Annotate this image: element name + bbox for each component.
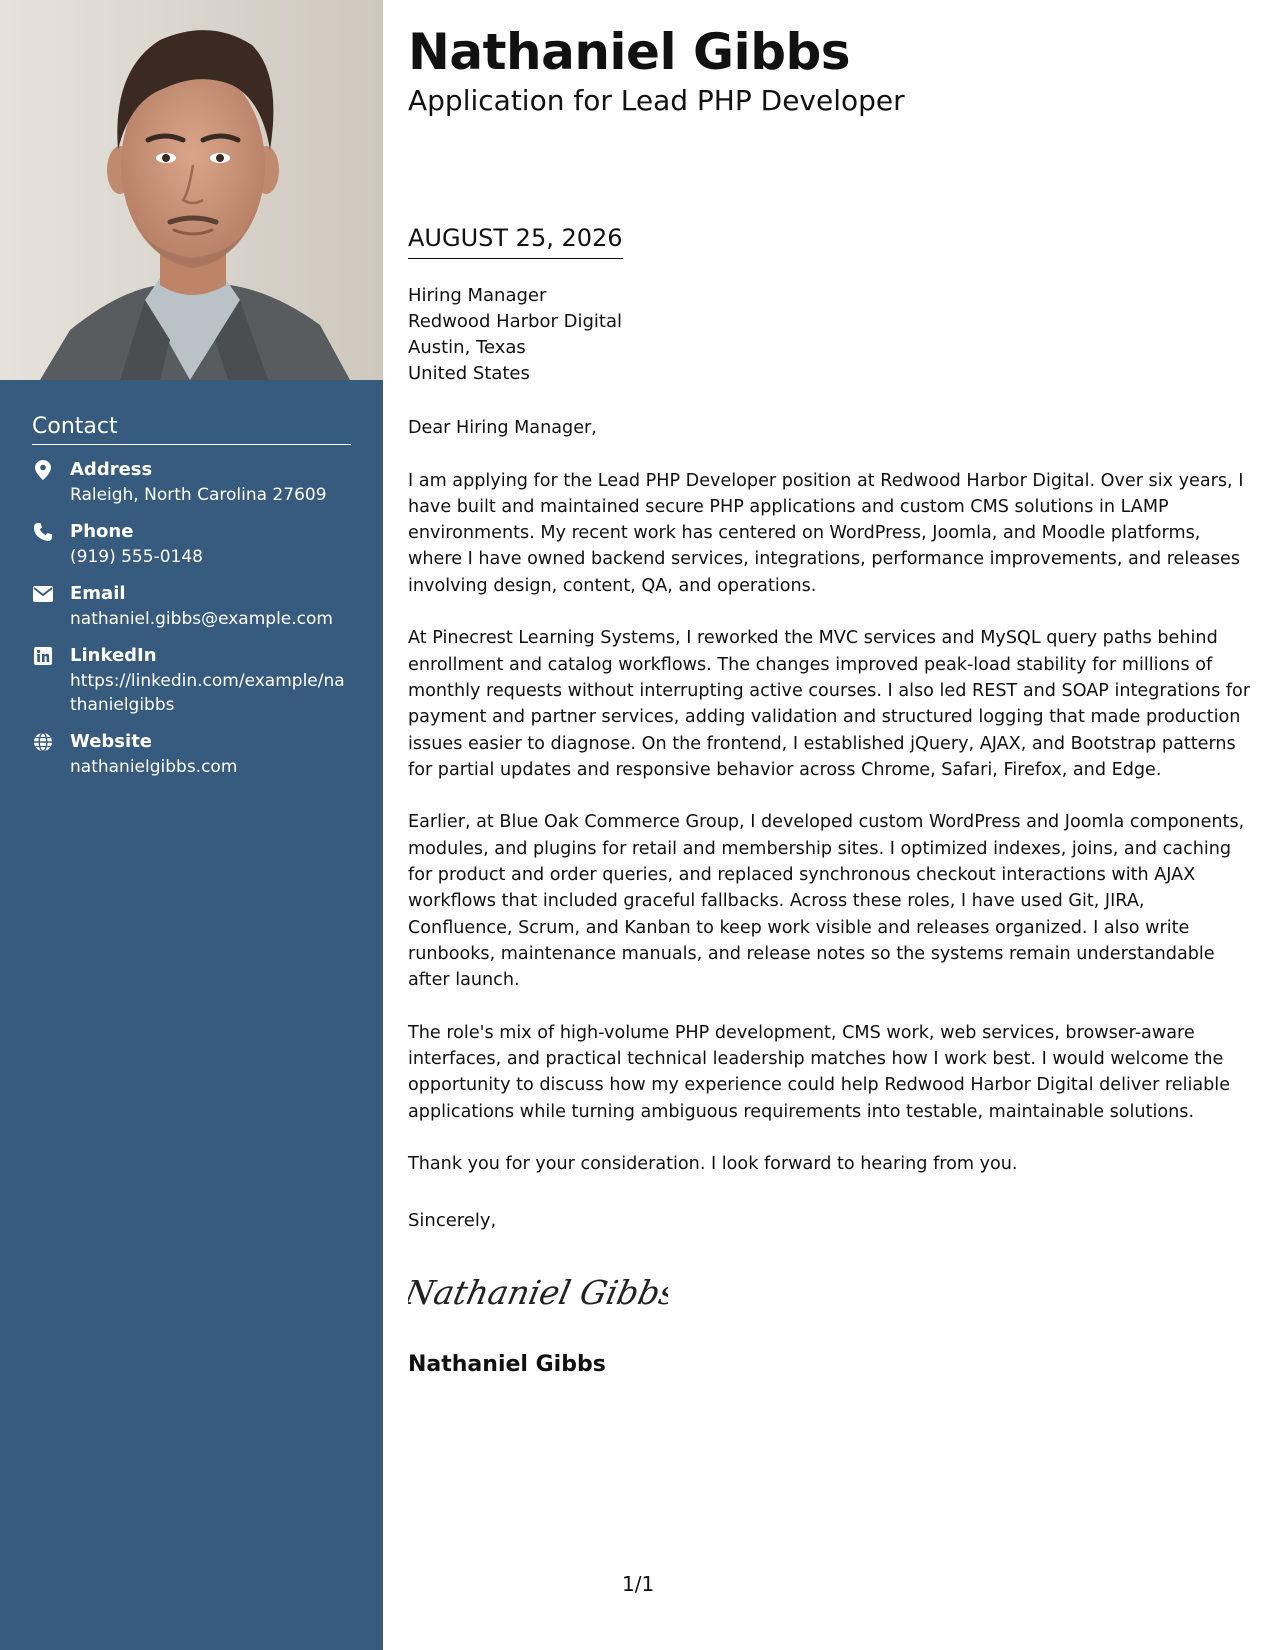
body-paragraph: The role's mix of high-volume PHP development, CMS work, web services, browser-aware interfaces, and practical technical leadership matches how I work best. I would welcome the opportunity to discuss how my experience could help Redwood Harbor Digital deliver reliable applications while turning ambiguous requirements into testable, maintainable solutions. — [408, 1022, 1231, 1122]
handwritten-signature — [408, 1262, 668, 1322]
application-subtitle: Application for Lead PHP Developer — [408, 84, 905, 117]
body-paragraph: Earlier, at Blue Oak Commerce Group, I developed custom WordPress and Joomla components, modules, and plugins for retail and membership sites. I optimized indexes, joins, and caching for product and order queries, and replaced synchronous checkout interactions with AJAX workflows that included graceful fallbacks. Across these roles, I have used Git, JIRA, Confluence, Scrum, and Kanban to keep work visible and releases organized. I also write runbooks, maintenance manuals, and release notes so the systems remain understandable after launch. — [408, 812, 1245, 991]
recipient-line: Austin, Texas — [408, 337, 526, 358]
email-value[interactable]: nathaniel.gibbs@example.com — [70, 609, 333, 629]
envelope-icon — [32, 584, 54, 604]
page-number: 1/1 — [622, 1572, 655, 1596]
svg-text:Nathaniel Gibbs: Nathaniel Gibbs — [408, 1273, 668, 1312]
contact-label: Address — [70, 459, 153, 480]
contact-item-address — [32, 457, 351, 507]
recipient-block — [408, 283, 622, 387]
website-value[interactable]: nathanielgibbs.com — [70, 757, 238, 777]
recipient-line: United States — [408, 363, 530, 384]
body-paragraph: I am applying for the Lead PHP Developer position at Redwood Harbor Digital. Over six years, I have built and maintained secure PHP applications and custom CMS solutions in LAMP environments. My recent work has centered on WordPress, Joomla, and Moodle platforms, where I have owned backend services, integrations, performance improvements, and releases involving design, content, QA, and operations. — [408, 470, 1244, 596]
linkedin-icon — [32, 646, 54, 666]
profile-photo — [0, 0, 383, 380]
contact-label: Phone — [70, 521, 134, 542]
contact-item-email — [32, 581, 351, 631]
letter-body — [408, 415, 1253, 1204]
contact-item-linkedin — [32, 643, 351, 717]
contact-label: Email — [70, 583, 126, 604]
address-value: Raleigh, North Carolina 27609 — [70, 485, 327, 505]
sidebar — [0, 0, 383, 1650]
salutation: Dear Hiring Manager, — [408, 418, 597, 438]
contact-label: Website — [70, 731, 153, 752]
contact-item-phone — [32, 519, 351, 569]
body-paragraph: Thank you for your consideration. I look forward to hearing from you. — [408, 1154, 1018, 1175]
letter-date: AUGUST 25, 2026 — [408, 222, 623, 259]
applicant-name: Nathaniel Gibbs — [408, 23, 851, 81]
map-pin-icon — [32, 460, 54, 480]
phone-value[interactable]: (919) 555-0148 — [70, 547, 203, 567]
linkedin-value[interactable]: https://linkedin.com/example/nathanielgibbs — [70, 671, 345, 715]
signer-name: Nathaniel Gibbs — [408, 1352, 606, 1377]
body-paragraph: At Pinecrest Learning Systems, I reworked the MVC services and MySQL query paths behind enrollment and catalog workflows. The changes improved peak-load stability for millions of monthly requests without interrupting active courses. I also led REST and SOAP integrations for payment and partner services, adding validation and structured logging that made production issues easier to diagnose. On the frontend, I established jQuery, AJAX, and Bootstrap patterns for partial updates and responsive behavior across Chrome, Safari, Firefox, and Edge. — [408, 628, 1251, 780]
phone-icon — [32, 522, 54, 542]
contact-heading: Contact — [32, 413, 351, 445]
contact-section — [32, 413, 351, 779]
contact-item-website — [32, 729, 351, 779]
closing: Sincerely, — [408, 1210, 497, 1231]
recipient-line: Hiring Manager — [408, 285, 547, 306]
globe-icon — [32, 732, 54, 752]
contact-label: LinkedIn — [70, 645, 157, 666]
recipient-line: Redwood Harbor Digital — [408, 311, 622, 332]
